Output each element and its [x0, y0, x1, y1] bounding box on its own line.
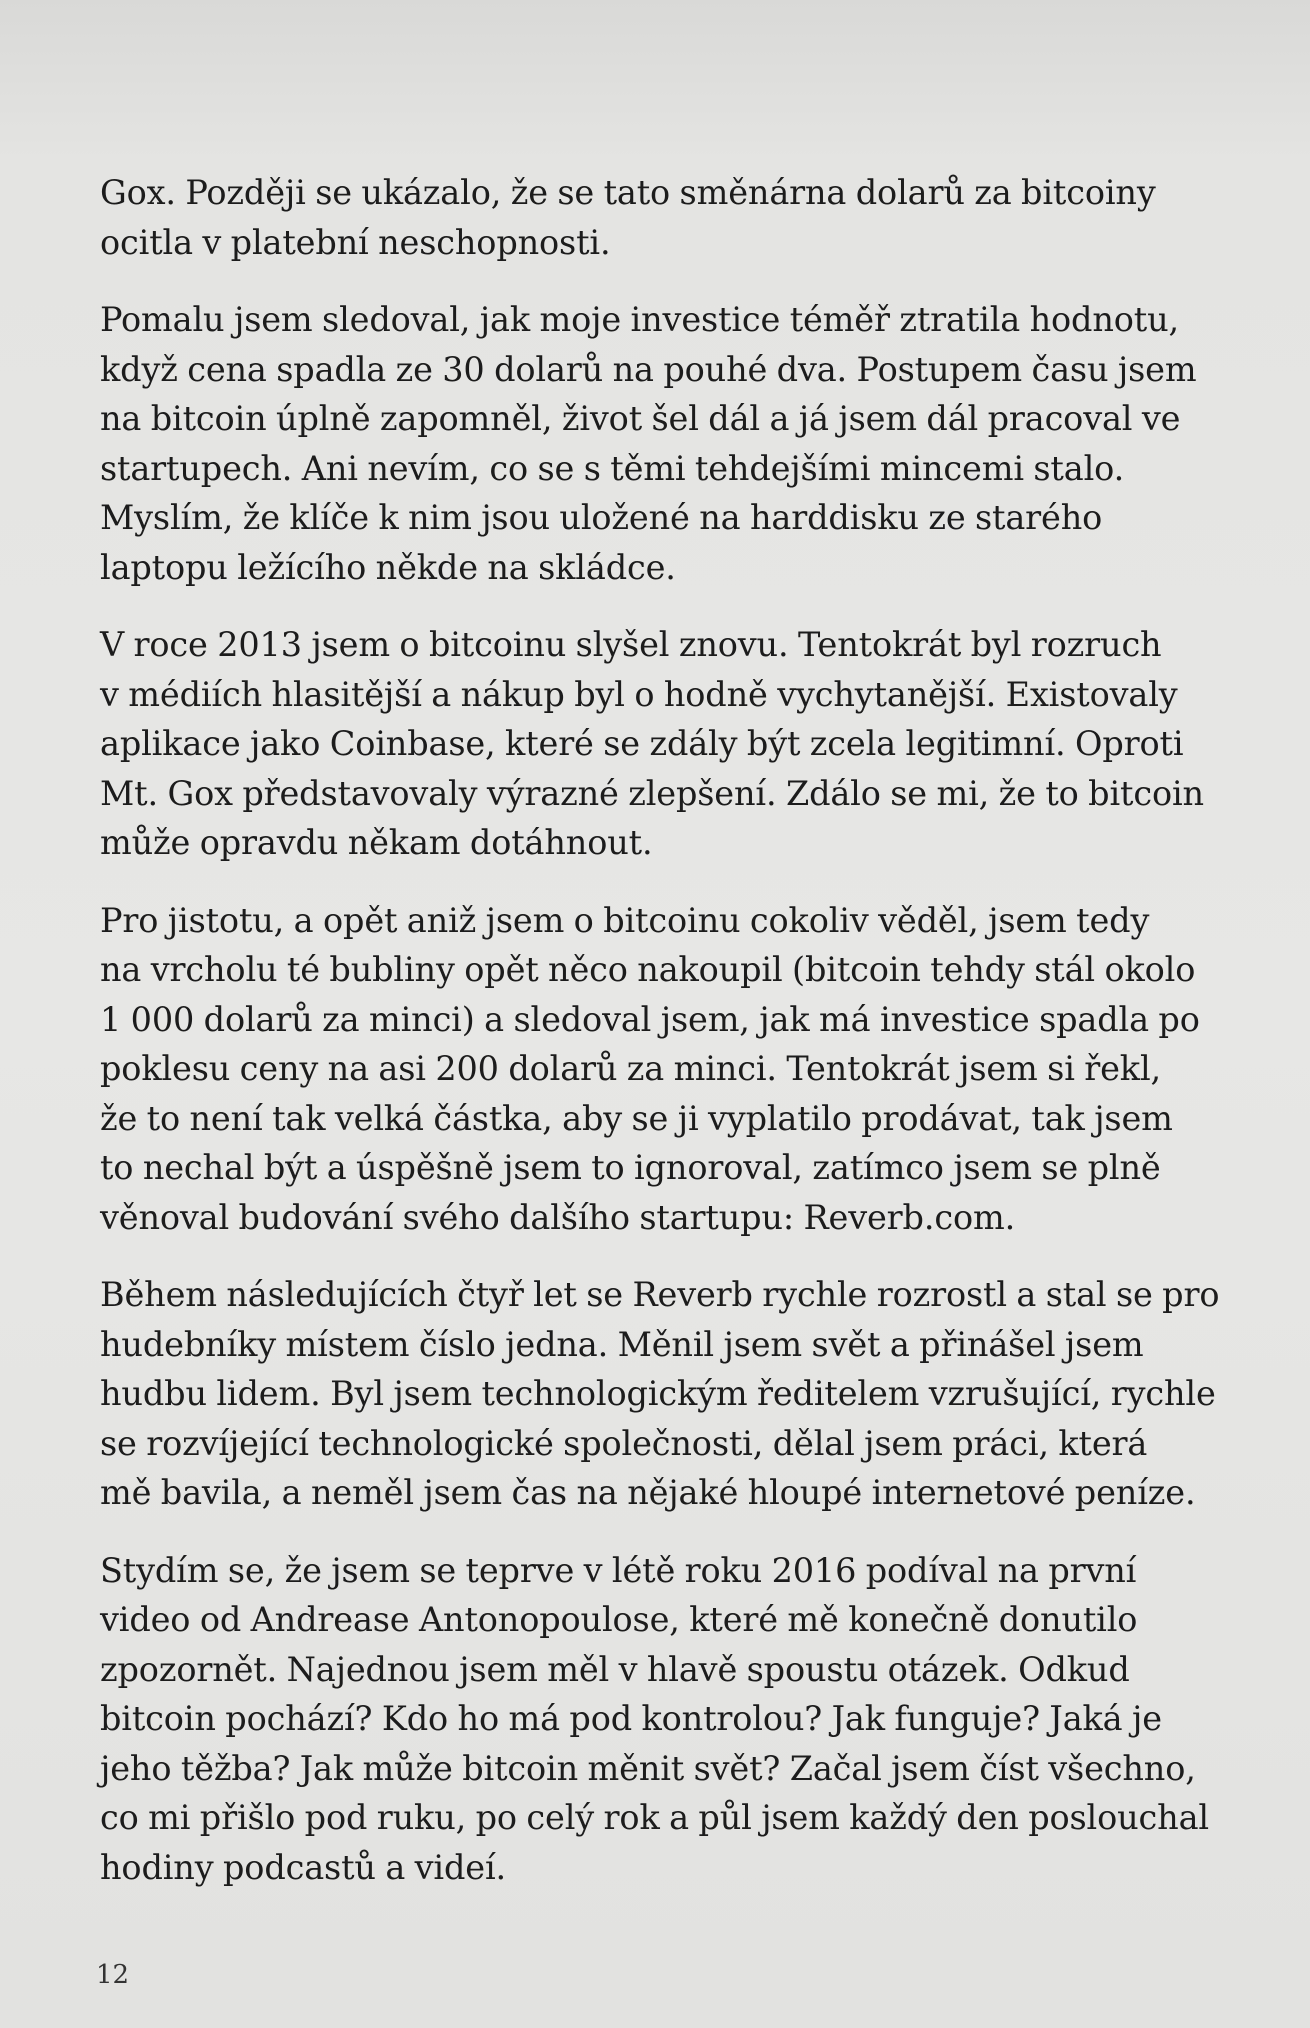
text-line: Gox. Později se ukázalo, že se tato směnárna dolarů za bitcoiny [100, 173, 1156, 212]
text-line: věnoval budování svého dalšího startupu: Reverb.com. [100, 1197, 1016, 1237]
text-line: V roce 2013 jsem o bitcoinu slyšel znovu. Tentokrát byl rozruch [100, 625, 1162, 664]
paragraph-5 [100, 1270, 1220, 1518]
text-line: na bitcoin úplně zapomněl, život šel dál a já jsem dál pracoval ve [100, 399, 1181, 438]
text-line: video od Andrease Antonopoulose, které mě konečně donutilo [100, 1600, 1138, 1639]
text-line: mě bavila, a neměl jsem čas na nějaké hloupé internetové peníze. [100, 1473, 1196, 1512]
text-line: co mi přišlo pod ruku, po celý rok a půl jsem každý den poslouchal [100, 1798, 1209, 1837]
text-line: hodiny podcastů a videí. [100, 1847, 507, 1887]
text-line: Mt. Gox představovaly výrazné zlepšení. Zdálo se mi, že to bitcoin [100, 773, 1204, 813]
text-line: Pro jistotu, a opět aniž jsem o bitcoinu cokoliv věděl, jsem tedy [100, 900, 1150, 940]
paragraph-2 [100, 295, 1197, 592]
text-line: bitcoin pochází? Kdo ho má pod kontrolou? Jak funguje? Jaká je [100, 1699, 1162, 1738]
text-line: zpozornět. Najednou jsem měl v hlavě spoustu otázek. Odkud [100, 1649, 1130, 1689]
paragraph-6 [100, 1546, 1209, 1893]
text-line: hudbu lidem. Byl jsem technologickým ředitelem vzrušující, rychle [100, 1374, 1216, 1413]
text-line: startupech. Ani nevím, co se s těmi tehdejšími mincemi stalo. [100, 448, 1125, 488]
body-text [100, 168, 1220, 1920]
text-line: na vrcholu té bubliny opět něco nakoupil (bitcoin tehdy stál okolo [100, 950, 1196, 989]
text-line: Stydím se, že jsem se teprve v létě roku 2016 podíval na první [100, 1550, 1137, 1590]
text-line: Pomalu jsem sledoval, jak moje investice téměř ztratila hodnotu, [100, 300, 1180, 339]
text-line: Během následujících čtyř let se Reverb rychle rozrostl a stal se pro [100, 1275, 1220, 1314]
text-line: to nechal být a úspěšně jsem to ignoroval, zatímco jsem se plně [100, 1148, 1161, 1187]
text-line: v médiích hlasitější a nákup byl o hodně vychytanější. Existovaly [100, 674, 1178, 714]
text-line: Myslím, že klíče k nim jsou uložené na harddisku ze starého [100, 498, 1103, 537]
page-number: 12 [96, 1960, 130, 1990]
text-line: aplikace jako Coinbase, které se zdály být zcela legitimní. Oproti [100, 724, 1184, 763]
text-line: hudebníky místem číslo jedna. Měnil jsem svět a přinášel jsem [100, 1324, 1144, 1364]
text-line: jeho těžba? Jak může bitcoin měnit svět? Začal jsem číst všechno, [100, 1748, 1196, 1788]
text-line: když cena spadla ze 30 dolarů na pouhé dva. Postupem času jsem [100, 349, 1197, 389]
text-line: 1 000 dolarů za minci) a sledoval jsem, jak má investice spadla po [100, 999, 1200, 1039]
text-line: že to není tak velká částka, aby se ji vyplatilo prodávat, tak jsem [100, 1098, 1173, 1138]
text-line: laptopu ležícího někde na skládce. [100, 547, 676, 587]
text-line: ocitla v platební neschopnosti. [100, 222, 611, 262]
text-line: se rozvíjející technologické společnosti, dělal jsem práci, která [100, 1423, 1148, 1463]
paragraph-3 [100, 620, 1204, 868]
text-line: poklesu ceny na asi 200 dolarů za minci. Tentokrát jsem si řekl, [100, 1049, 1162, 1088]
text-line: může opravdu někam dotáhnout. [100, 823, 653, 862]
paragraph-4 [100, 896, 1200, 1243]
paragraph-1 [100, 168, 1180, 267]
